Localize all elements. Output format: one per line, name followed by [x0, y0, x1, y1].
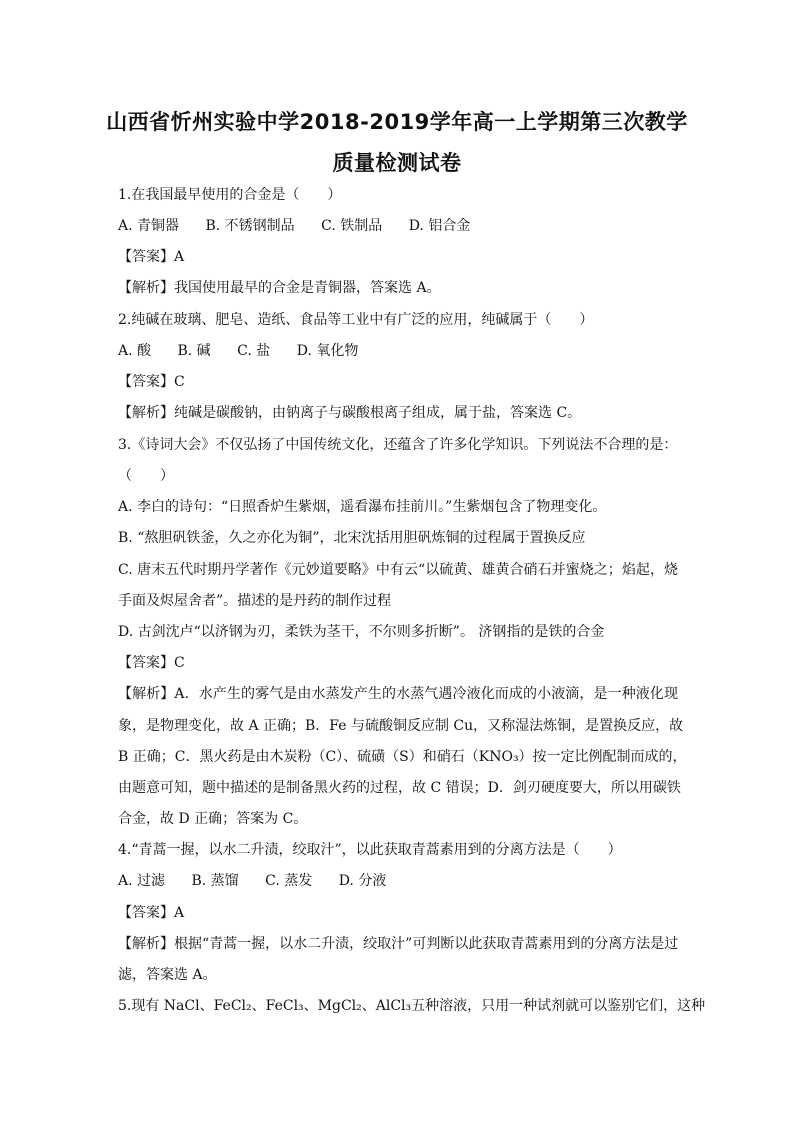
- question-3-stem-line-2: （ ）: [118, 468, 174, 484]
- question-2-option-d: D. 氧化物: [296, 343, 359, 359]
- question-2-stem: 2.纯碱在玻璃、肥皂、造纸、食品等工业中有广泛的应用，纯碱属于（ ）: [118, 312, 594, 328]
- question-3-analysis-line-3: B 正确；C．黑火药是由木炭粉（C）、硫磺（S）和硝石（KNO₃）按一定比例配制而成的，: [118, 749, 687, 765]
- question-4-option-a: A. 过滤: [118, 873, 166, 889]
- question-1-answer: 【答案】A: [118, 249, 185, 265]
- question-2-options: [118, 341, 380, 361]
- question-3-stem-line-1: 3.《诗词大会》不仅弘扬了中国传统文化，还蕴含了许多化学知识。下列说法不合理的是：: [118, 437, 678, 453]
- question-3-analysis-line-1: 【解析】A．水产生的雾气是由水蒸发产生的水蒸气遇冷液化而成的小液滴，是一种液化现: [118, 686, 678, 702]
- question-3-option-c-line-1: C. 唐末五代时期丹学著作《元妙道要略》中有云“以硫黄、雄黄合硝石并蜜烧之；焰起，烧: [118, 562, 678, 578]
- question-3-analysis-line-5: 合金，故 D 正确；答案为 C。: [118, 811, 308, 827]
- question-4-option-b: B. 蒸馏: [191, 873, 239, 889]
- question-4-option-d: D. 分液: [338, 873, 387, 889]
- question-2-option-c: C. 盐: [237, 343, 271, 359]
- question-1-stem: 1.在我国最早使用的合金是（ ）: [118, 187, 342, 203]
- question-3-option-c-line-2: 手面及烬屋舍者”。描述的是丹药的制作过程: [118, 593, 392, 609]
- question-1-options: [118, 216, 492, 236]
- question-4-analysis-line-1: 【解析】根据“青蒿一握，以水二升渍，绞取汁”可判断以此获取青蒿素用到的分离方法是过: [118, 936, 679, 952]
- question-3-analysis-line-2: 象，是物理变化，故 A 正确；B．Fe 与硫酸铜反应制 Cu，又称湿法炼铜，是置换反应，故: [118, 718, 684, 734]
- question-4-answer: 【答案】A: [118, 905, 185, 921]
- question-1-option-b: B. 不锈钢制品: [205, 218, 295, 234]
- question-5-stem: 5.现有 NaCl、FeCl₂、FeCl₃、MgCl₂、AlCl₃五种溶液，只用一种试剂就可以鉴别它们，这种: [118, 998, 706, 1014]
- question-4-options: [118, 871, 408, 891]
- question-1-option-a: A. 青铜器: [118, 218, 180, 234]
- question-3-option-a: A. 李白的诗句：“日照香炉生紫烟，遥看瀑布挂前川。”生紫烟包含了物理变化。: [118, 499, 607, 515]
- question-1-option-c: C. 铁制品: [321, 218, 383, 234]
- question-2-analysis: 【解析】纯碱是碳酸钠，由钠离子与碳酸根离子组成，属于盐，答案选 C。: [118, 405, 582, 421]
- question-4-option-c: C. 蒸发: [265, 873, 313, 889]
- page-title-line-2: 质量检测试卷: [332, 151, 462, 175]
- question-1-option-d: D. 铝合金: [408, 218, 471, 234]
- question-2-option-a: A. 酸: [118, 343, 152, 359]
- question-1-analysis: 【解析】我国使用最早的合金是青铜器，答案选 A。: [118, 280, 441, 296]
- question-2-option-b: B. 碱: [177, 343, 211, 359]
- question-3-answer: 【答案】C: [118, 655, 185, 671]
- question-3-analysis-line-4: 由题意可知，题中描述的是制备黑火药的过程，故 C 错误；D．剑刃硬度要大，所以用碳铁: [118, 780, 681, 796]
- question-3-option-d: D. 古剑沈卢“以济钢为刃，柔铁为茎干，不尔则多折断”。 济钢指的是铁的合金: [118, 624, 605, 640]
- question-3-option-b: B. “熬胆矾铁釜，久之亦化为铜”，北宋沈括用胆矾炼铜的过程属于置换反应: [118, 530, 586, 546]
- question-4-analysis-line-2: 滤，答案选 A。: [118, 967, 217, 983]
- page-title-line-1: 山西省忻州实验中学2018-2019学年高一上学期第三次教学: [106, 110, 688, 134]
- question-2-answer: 【答案】C: [118, 374, 185, 390]
- question-4-stem: 4.“青蒿一握，以水二升渍，绞取汁”，以此获取青蒿素用到的分离方法是（ ）: [118, 842, 622, 858]
